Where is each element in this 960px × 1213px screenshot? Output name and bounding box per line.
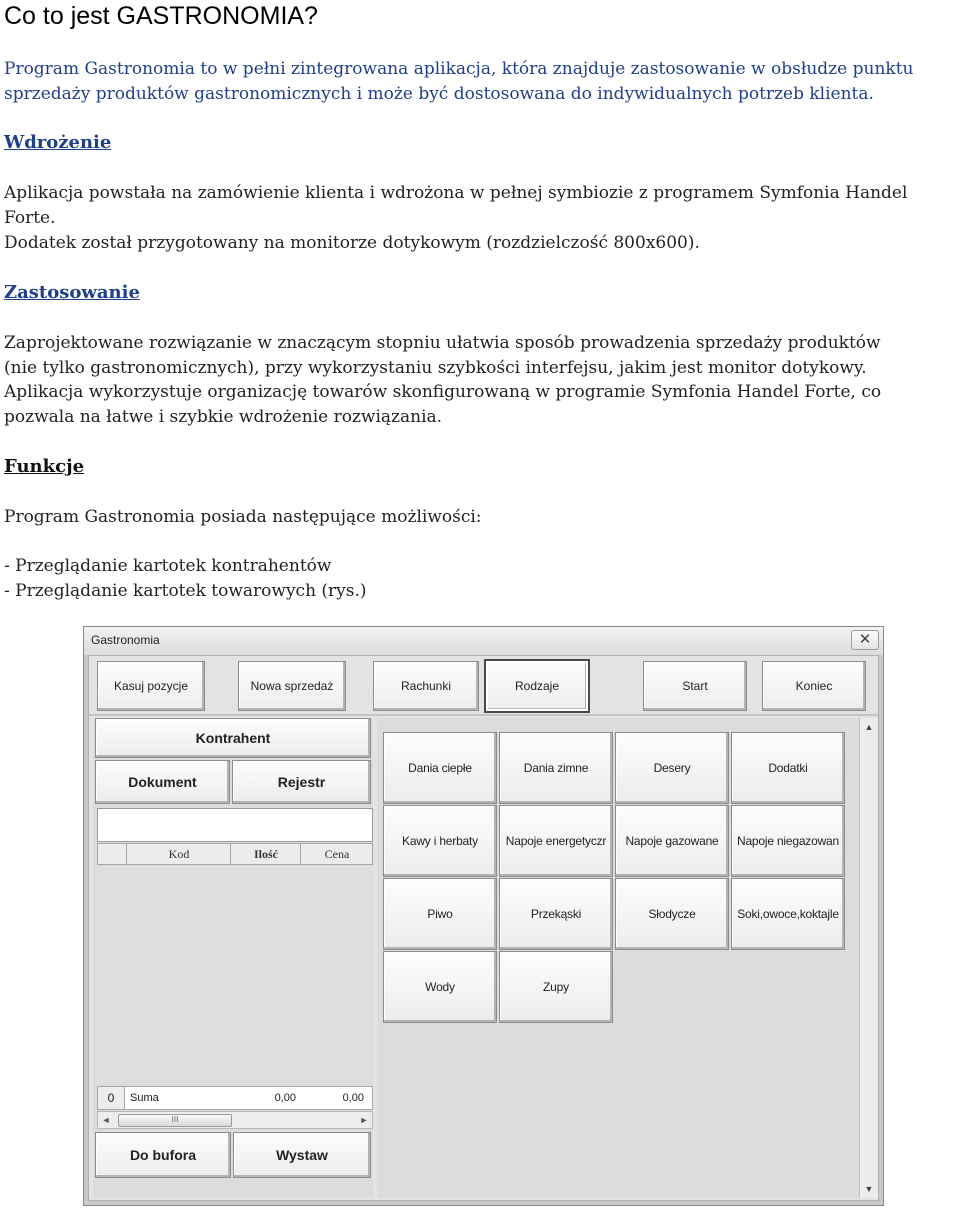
heading-wdrozenie: Wdrożenie xyxy=(4,132,112,153)
column-kod[interactable]: Kod xyxy=(126,844,231,864)
column-cena[interactable]: Cena xyxy=(300,844,373,864)
category-button[interactable]: Słodycze xyxy=(615,878,729,950)
categories-panel xyxy=(377,718,878,1198)
scroll-right-icon[interactable]: ► xyxy=(359,1115,369,1125)
dokument-button[interactable]: Dokument xyxy=(95,760,230,804)
category-button[interactable]: Wody xyxy=(383,951,497,1023)
scroll-left-icon[interactable]: ◄ xyxy=(101,1115,111,1125)
window-titlebar xyxy=(84,627,883,655)
zastosowanie-line-2: (nie tylko gastronomicznych), przy wykorzystaniu szybkości interfejsu, jakim jest monitor dotykowy. xyxy=(4,358,867,378)
window-body xyxy=(88,655,879,1201)
funkcje-item-1: - Przeglądanie kartotek kontrahentów xyxy=(4,556,332,576)
koniec-button[interactable]: Koniec xyxy=(762,661,866,711)
sum-value-1: 0,00 xyxy=(274,1092,296,1104)
category-button[interactable]: Napoje gazowane xyxy=(615,805,729,877)
items-grid-header xyxy=(97,843,373,865)
sum-row-index: 0 xyxy=(98,1087,125,1109)
wdrozenie-line-1: Aplikacja powstała na zamówienie klienta i wdrożona w pełnej symbiozie z programem Symfonia Handel xyxy=(4,183,908,203)
close-icon[interactable]: ✕ xyxy=(851,630,879,650)
document-title: Co to jest GASTRONOMIA? xyxy=(4,2,318,30)
rodzaje-button[interactable]: Rodzaje xyxy=(484,659,590,713)
wdrozenie-line-3: Dodatek został przygotowany na monitorze dotykowym (rozdzielczość 800x600). xyxy=(4,233,700,253)
category-button[interactable]: Dania zimne xyxy=(499,732,613,804)
toolbar-separator xyxy=(89,714,878,716)
left-panel xyxy=(93,718,373,1198)
sum-row xyxy=(97,1086,373,1110)
do-bufora-button[interactable]: Do bufora xyxy=(95,1132,231,1178)
wystaw-button[interactable]: Wystaw xyxy=(233,1132,371,1178)
horizontal-scrollbar[interactable] xyxy=(97,1111,373,1129)
start-button[interactable]: Start xyxy=(643,661,747,711)
category-button[interactable]: Dania ciepłe xyxy=(383,732,497,804)
funkcje-line-1: Program Gastronomia posiada następujące możliwości: xyxy=(4,507,482,527)
items-grid-body[interactable] xyxy=(97,865,373,1083)
zastosowanie-line-1: Zaprojektowane rozwiązanie w znaczącym stopniu ułatwia sposób prowadzenia sprzedaży produktów xyxy=(4,333,881,353)
kasuj-pozycje-button[interactable]: Kasuj pozycje xyxy=(97,661,205,711)
vertical-scrollbar[interactable] xyxy=(859,718,878,1198)
sum-label: Suma xyxy=(130,1092,159,1104)
window-title: Gastronomia xyxy=(91,633,160,647)
scroll-down-icon[interactable]: ▼ xyxy=(864,1184,874,1194)
scroll-up-icon[interactable]: ▲ xyxy=(864,722,874,732)
category-button[interactable]: Napoje energetyczr xyxy=(499,805,613,877)
nowa-sprzedaz-button[interactable]: Nowa sprzedaż xyxy=(238,661,346,711)
category-button[interactable]: Kawy i herbaty xyxy=(383,805,497,877)
category-button[interactable]: Przekąski xyxy=(499,878,613,950)
heading-funkcje: Funkcje xyxy=(4,456,85,477)
category-button[interactable]: Desery xyxy=(615,732,729,804)
category-button[interactable]: Zupy xyxy=(499,951,613,1023)
category-button[interactable]: Dodatki xyxy=(731,732,845,804)
zastosowanie-line-4: pozwala na łatwe i szybkie wdrożenie rozwiązania. xyxy=(4,407,443,427)
column-ilosc[interactable]: Ilość xyxy=(230,844,301,864)
intro-line-2: sprzedaży produktów gastronomicznych i może być dostosowana do indywidualnych potrzeb klienta. xyxy=(4,84,874,104)
category-button[interactable]: Piwo xyxy=(383,878,497,950)
zastosowanie-line-3: Aplikacja wykorzystuje organizację towarów skonfigurowaną w programie Symfonia Handel Forte, co xyxy=(4,382,882,402)
rejestr-button[interactable]: Rejestr xyxy=(232,760,371,804)
document-textbox[interactable] xyxy=(97,808,373,842)
scroll-thumb[interactable]: III xyxy=(118,1114,232,1127)
heading-zastosowanie: Zastosowanie xyxy=(4,282,140,303)
category-button[interactable]: Napoje niegazowan xyxy=(731,805,845,877)
kontrahent-button[interactable]: Kontrahent xyxy=(95,718,371,758)
rachunki-button[interactable]: Rachunki xyxy=(373,661,479,711)
category-button[interactable]: Soki,owoce,koktajle xyxy=(731,878,845,950)
intro-line-1: Program Gastronomia to w pełni zintegrowana aplikacja, która znajduje zastosowanie w obsłudze punktu xyxy=(4,59,914,79)
wdrozenie-line-2: Forte. xyxy=(4,208,56,228)
sum-value-2: 0,00 xyxy=(342,1092,364,1104)
funkcje-item-2: - Przeglądanie kartotek towarowych (rys.) xyxy=(4,581,367,601)
gastronomia-window xyxy=(83,626,884,1206)
